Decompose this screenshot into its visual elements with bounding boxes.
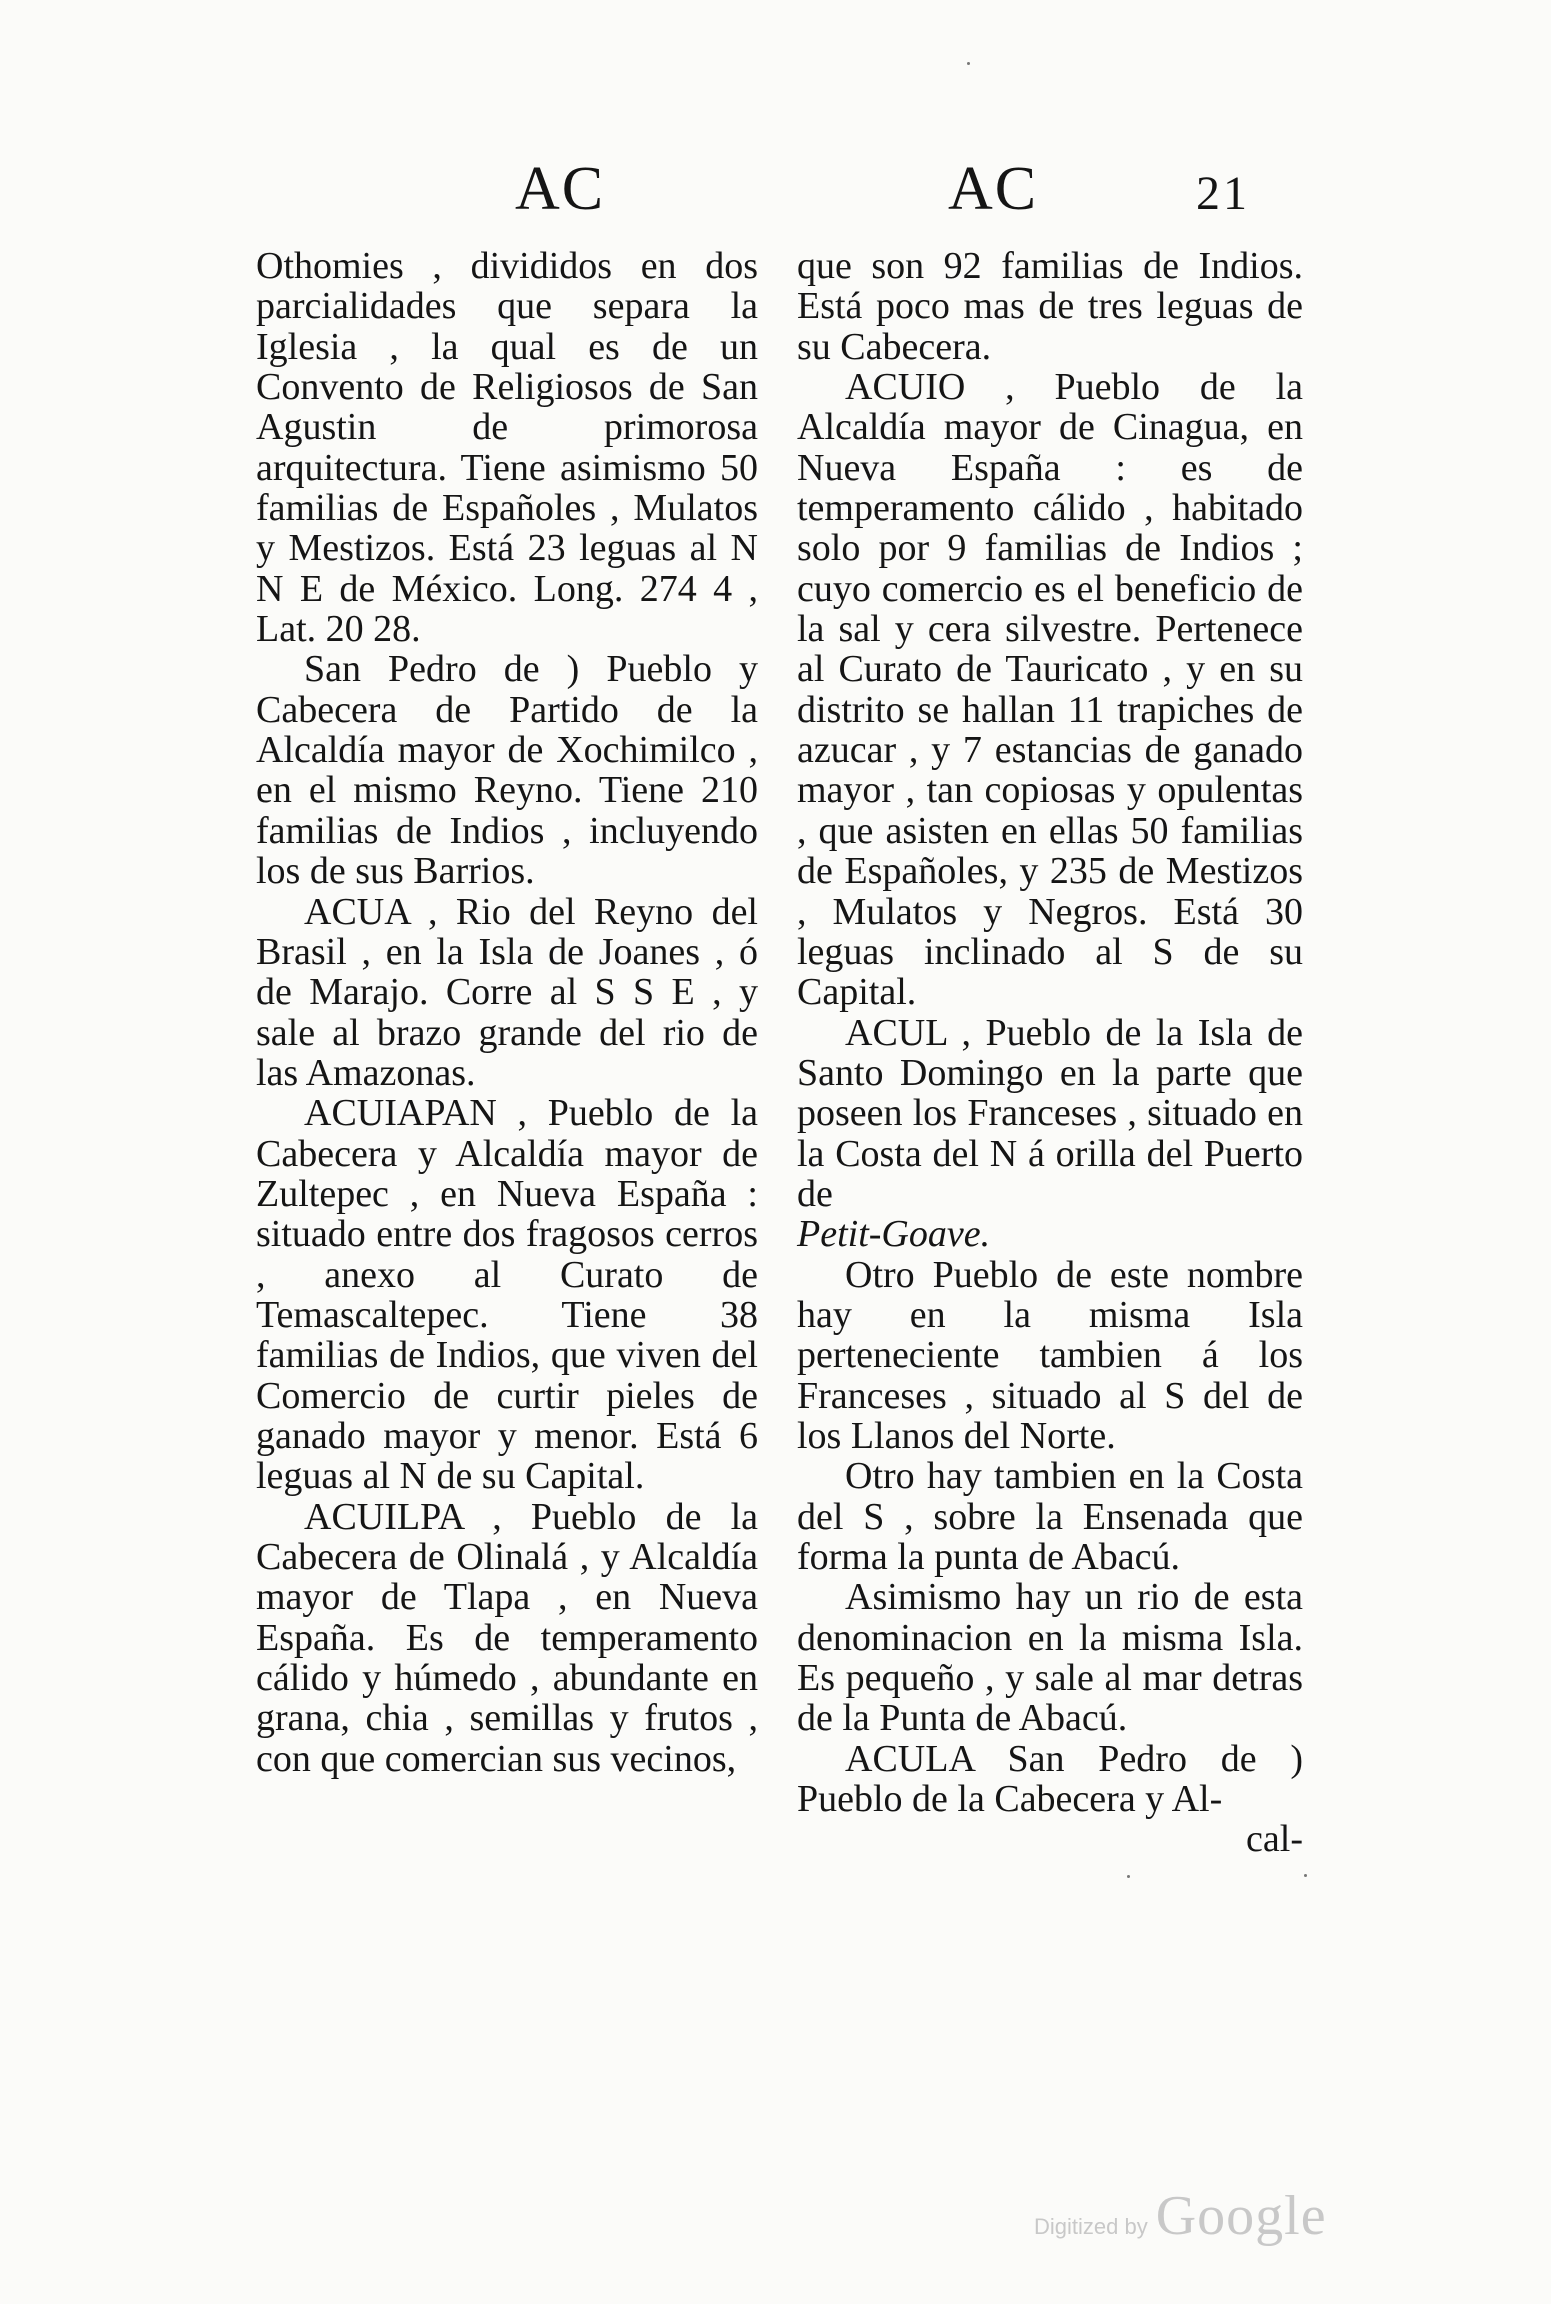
- entry-acua: ACUA , Rio del Reyno del Brasil , en la Isla de Joanes , ó de Marajo. Corre al S S E , y sale al brazo grande del rio de las Amazonas.: [256, 890, 758, 1094]
- running-head-right: AC: [948, 155, 1039, 223]
- entry-asimismo-rio: Asimismo hay un rio de esta denominacion en la misma Isla. Es pequeño , y sale al mar detras de la Punta de Abacú.: [797, 1576, 1303, 1740]
- digitized-by-label: Digitized by: [1034, 2214, 1148, 2239]
- entry-acula: ACULA San Pedro de ) Pueblo de la Cabecera y Al-: [797, 1737, 1303, 1821]
- entry-continuation-acuilpa: que son 92 familias de Indios. Está poco mas de tres leguas de su Cabecera.: [797, 245, 1303, 368]
- left-text-column: [256, 246, 758, 1779]
- italic-place-name: Petit-Goave.: [797, 1213, 991, 1256]
- entry-otro-pueblo: Otro Pueblo de este nombre hay en la misma Isla perteneciente tambien á los Franceses , situado al S del de los Llanos del Norte.: [797, 1253, 1303, 1457]
- entry-acul: ACUL , Pueblo de la Isla de Santo Domingo en la parte que poseen los Franceses , situado en la Costa del N á orilla del Puerto de: [797, 1011, 1303, 1215]
- right-text-column: [797, 246, 1303, 1860]
- digitization-watermark: [1034, 2184, 1327, 2248]
- catchword: cal-: [1246, 1818, 1303, 1861]
- entry-otro-hay: Otro hay tambien en la Costa del S , sobre la Ensenada que forma la punta de Abacú.: [797, 1455, 1303, 1578]
- paper-speck: [1127, 1875, 1130, 1878]
- entry-continuation-othomies: Othomies , divididos en dos parcialidades que separa la Iglesia , la qual es de un Convento de Religiosos de San Agustin de primorosa arquitectura. Tiene asimismo 50 familias de Españoles , Mulatos y Mestizos. Está 23 leguas al N N E de México. Long. 274 4 , Lat. 20 28.: [256, 245, 758, 651]
- paper-speck: [1304, 1874, 1307, 1877]
- entry-acuiapan: ACUIAPAN , Pueblo de la Cabecera y Alcaldía mayor de Zultepec , en Nueva España : situado entre dos fragosos cerros , anexo al Curato de Temascaltepec. Tiene 38 familias de Indios, que viven del Comercio de curtir pieles de ganado mayor y menor. Está 6 leguas al N de su Capital.: [256, 1092, 758, 1498]
- entry-acuilpa: ACUILPA , Pueblo de la Cabecera de Olinalá , y Alcaldía mayor de Tlapa , en Nueva España. Es de temperamento cálido y húmedo , abundante en grana, chia , semillas y frutos , con que comercian sus vecinos,: [256, 1495, 758, 1780]
- paper-speck: [967, 62, 970, 65]
- entry-san-pedro: San Pedro de ) Pueblo y Cabecera de Partido de la Alcaldía mayor de Xochimilco , en el mismo Reyno. Tiene 210 familias de Indios , incluyendo los de sus Barrios.: [256, 648, 758, 893]
- entry-acuio: ACUIO , Pueblo de la Alcaldía mayor de Cinagua, en Nueva España : es de temperamento cálido , habitado solo por 9 familias de Indios ; cuyo comercio es el beneficio de la sal y cera silvestre. Pertenece al Curato de Tauricato , y en su distrito se hallan 11 trapiches de azucar , y 7 estancias de ganado mayor , tan copiosas y opulentas , que asisten en ellas 50 familias de Españoles, y 235 de Mestizos , Mulatos y Negros. Está 30 leguas inclinado al S de su Capital.: [797, 366, 1303, 1014]
- google-logo: Google: [1155, 2185, 1327, 2247]
- running-head-left: AC: [515, 155, 606, 223]
- page-number: 21: [1196, 167, 1250, 220]
- entry-acul-place-name: [797, 1214, 1303, 1254]
